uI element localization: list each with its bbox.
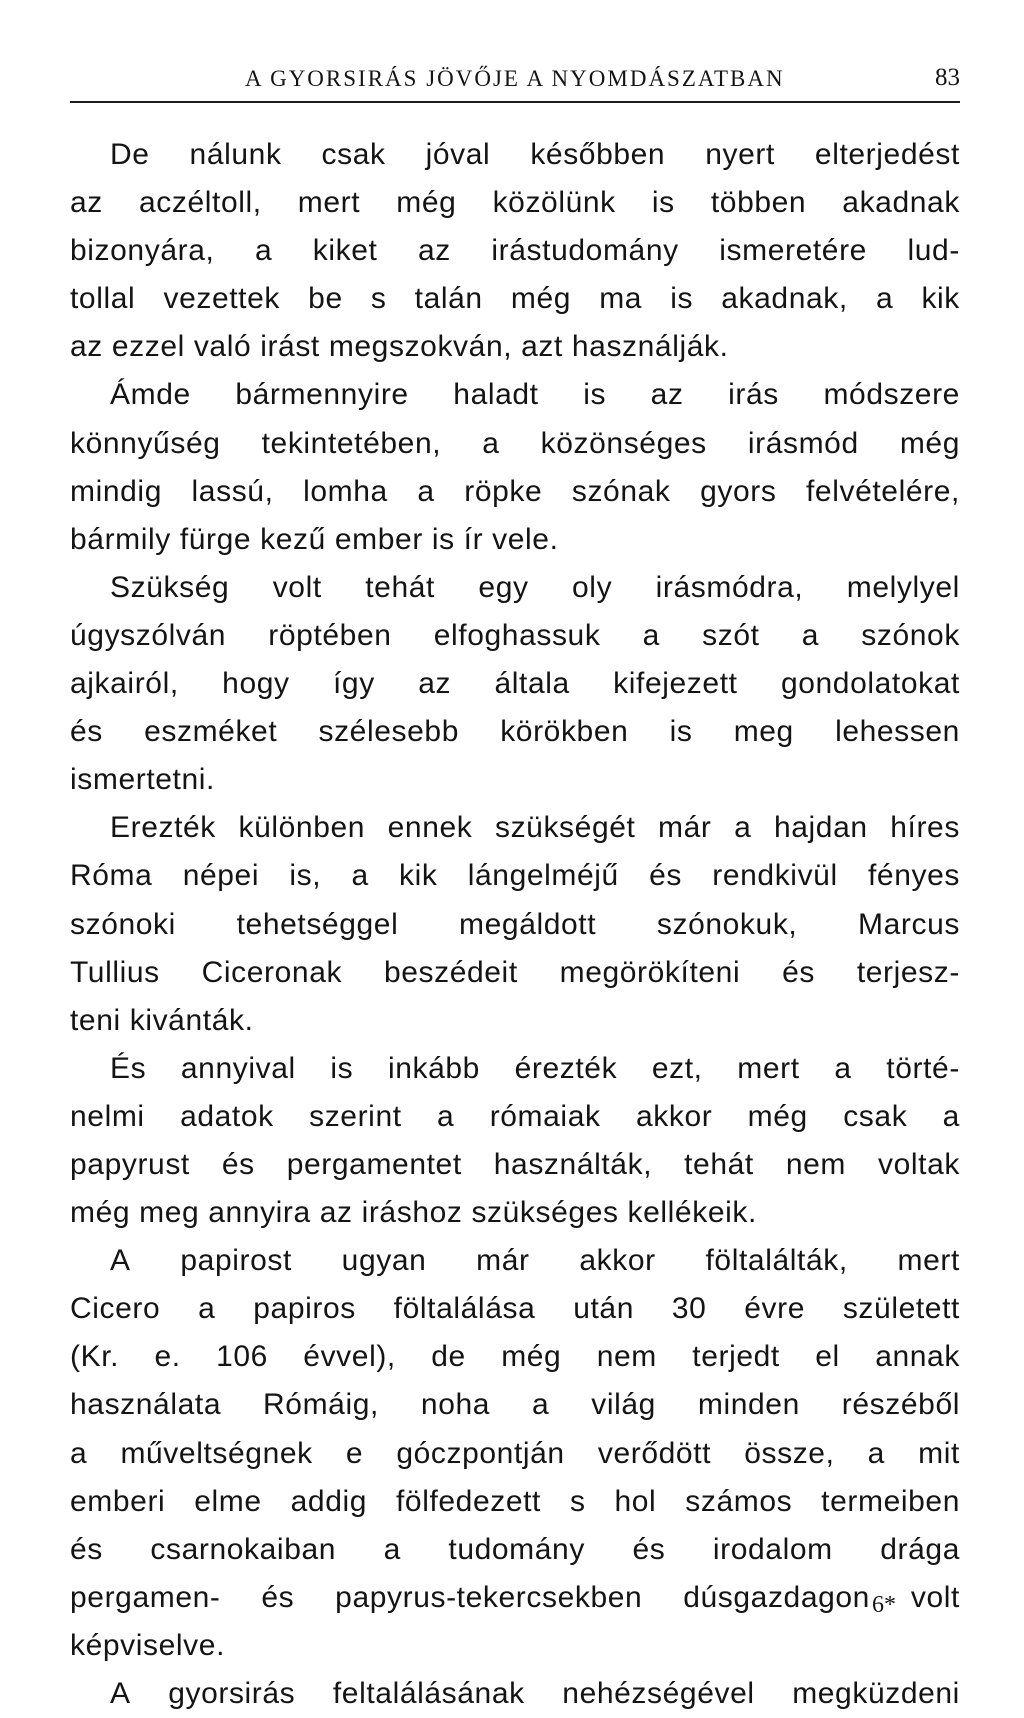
text-word: adatok [180, 1099, 274, 1133]
text-word: megáldott [459, 907, 597, 941]
text-word: az [418, 667, 452, 701]
header-rule [70, 101, 960, 103]
running-title: A GYORSIRÁS JÖVŐJE A NYOMDÁSZATBAN [245, 66, 785, 91]
text-word: még [70, 1196, 140, 1230]
text-line [70, 1574, 960, 1622]
text-word: és [70, 1532, 103, 1566]
text-word: de [431, 1340, 466, 1374]
text-word: akadnak [842, 186, 960, 220]
text-word: s [569, 1484, 586, 1518]
text-word: talán [414, 282, 483, 316]
text-word: az [70, 186, 103, 220]
text-word: dúsgazdagon [683, 1580, 870, 1614]
text-line [70, 468, 960, 516]
text-word: De [110, 138, 150, 171]
text-word: is [431, 522, 464, 556]
text-word: irás [728, 378, 779, 412]
text-word: tehetséggel [236, 907, 399, 941]
text-word: rómaiak [489, 1099, 601, 1133]
text-word: kifejezett [613, 667, 738, 701]
text-line [70, 949, 960, 997]
text-word: nem [596, 1340, 657, 1374]
text-line [70, 1237, 960, 1285]
text-word: ezzel [111, 330, 194, 364]
text-word: feltalálásának [332, 1677, 525, 1710]
text-word: lassú, [191, 474, 274, 508]
text-word: szerint [309, 1099, 402, 1133]
text-word: már [658, 811, 712, 845]
text-word: nem [785, 1147, 846, 1181]
text-word: lehessen [835, 715, 960, 749]
text-word: tudomány [448, 1532, 585, 1566]
text-word: a [417, 474, 435, 508]
text-line [70, 420, 960, 468]
text-word: a [254, 234, 273, 268]
text-word: a [867, 1436, 885, 1470]
text-word: törté- [886, 1051, 960, 1085]
text-word: Róma [70, 859, 153, 893]
text-word: még [396, 186, 457, 220]
text-word: papirost [180, 1244, 292, 1278]
text-word: is [330, 1051, 354, 1085]
text-word: és [261, 1580, 295, 1614]
text-word: Erezték [110, 811, 216, 845]
text-word: még [501, 1340, 562, 1374]
text-word: tekintetében, [261, 426, 442, 460]
text-word: hajdan [773, 811, 868, 845]
text-word: röptében [268, 618, 392, 652]
text-word: el [815, 1340, 840, 1374]
text-word: össze, [744, 1436, 835, 1470]
text-word: akkor [635, 1099, 713, 1133]
text-word: született [842, 1292, 960, 1326]
text-word: a [875, 282, 894, 316]
text-line [70, 660, 960, 708]
text-line [70, 227, 960, 275]
text-word: noha [420, 1388, 491, 1422]
text-word: A [110, 1244, 131, 1278]
text-word: szélesebb [318, 715, 459, 749]
text-line [70, 756, 960, 804]
text-word: az [650, 378, 684, 412]
text-word: A [110, 1677, 131, 1710]
text-word: bármennyire [235, 378, 409, 412]
text-word: mert [737, 1051, 800, 1085]
text-word: úgyszólván [70, 618, 227, 652]
text-word: ezt, [651, 1051, 703, 1085]
text-word: szónak [571, 474, 671, 508]
text-word: irásmódra, [655, 570, 804, 604]
text-word: szükségét [494, 811, 636, 845]
text-word: volt [910, 1580, 960, 1614]
running-head [70, 58, 960, 98]
text-word: után [573, 1292, 634, 1326]
text-word: és [649, 859, 682, 893]
text-word: többen [710, 186, 807, 220]
text-word: mit [918, 1436, 960, 1470]
text-word: voltak [877, 1147, 960, 1181]
text-word: ma [599, 282, 643, 316]
text-word: pergamentet [286, 1147, 462, 1181]
text-word: irodalom [712, 1532, 833, 1566]
text-word: ismeretére [719, 234, 867, 268]
text-word: 106 [216, 1340, 268, 1374]
text-word: volt [272, 570, 322, 604]
text-line [70, 1141, 960, 1189]
text-word: elterjedést [814, 138, 960, 171]
text-word: a [383, 1532, 401, 1566]
text-word: fölfedezett [395, 1484, 541, 1518]
text-word: verődött [597, 1436, 712, 1470]
text-word: kezű [260, 522, 335, 556]
text-word: irástudomány [491, 234, 679, 268]
text-word: használata [70, 1388, 222, 1422]
text-word: a [198, 1292, 216, 1326]
text-word: Tullius [70, 955, 160, 989]
text-word: annyival [180, 1051, 296, 1085]
text-word: Ámde [110, 378, 191, 412]
text-line [70, 1333, 960, 1381]
text-word: a [942, 1099, 960, 1133]
text-word: termeiben [821, 1484, 960, 1518]
text-word: gyorsirás [168, 1677, 296, 1710]
text-line [70, 1381, 960, 1429]
text-word: is [669, 715, 693, 749]
text-word: használták, [493, 1147, 653, 1181]
text-word: tollal [70, 282, 136, 316]
text-word: az [319, 1196, 362, 1230]
text-word: annyira [208, 1196, 320, 1230]
text-line [70, 1045, 960, 1093]
text-word: mindig [70, 474, 162, 508]
text-line [70, 708, 960, 756]
text-word: iráshoz [361, 1196, 472, 1230]
text-word: föltalálása [393, 1292, 536, 1326]
text-word: ennek [387, 811, 473, 845]
text-word: meg [139, 1196, 209, 1230]
text-word: módszere [823, 378, 960, 412]
text-word: szónok [861, 618, 960, 652]
text-word: tehát [684, 1147, 754, 1181]
text-word: És [110, 1051, 147, 1085]
text-word: nehézségével [562, 1677, 755, 1710]
text-word: elfoghassuk [433, 618, 601, 652]
text-word: azt [521, 330, 572, 364]
text-word: kiket [312, 234, 378, 268]
text-word: bármily [70, 522, 180, 556]
text-word: érezték [514, 1051, 618, 1085]
text-word: nálunk [189, 138, 282, 171]
text-word: ember [334, 522, 432, 556]
text-word: terjedt [692, 1340, 780, 1374]
text-line [70, 1622, 960, 1670]
text-word: a [437, 1099, 455, 1133]
text-word: eszméket [144, 715, 278, 749]
text-word: már [476, 1244, 530, 1278]
text-word: nelmi [70, 1099, 145, 1133]
text-word: az [70, 330, 112, 364]
text-word: papyrust [70, 1147, 190, 1181]
text-word: és [221, 1147, 255, 1181]
text-word: a [70, 1436, 88, 1470]
text-word: oly [572, 570, 613, 604]
text-word: csak [843, 1099, 908, 1133]
text-word: számos [685, 1484, 793, 1518]
text-word: az [418, 234, 451, 268]
text-word: közönséges [540, 426, 707, 460]
text-word: megszokván, [328, 330, 522, 364]
text-word: képviselve. [70, 1628, 226, 1662]
text-word: és [70, 715, 103, 749]
text-word: kik [399, 859, 438, 893]
text-word: a [531, 1388, 550, 1422]
text-word: is [583, 378, 607, 412]
text-word: évvel), [303, 1340, 396, 1374]
text-word: rendkivül [712, 859, 838, 893]
text-line [70, 564, 960, 612]
text-word: ír [463, 522, 493, 556]
text-word: melylyel [846, 570, 960, 604]
text-word: röpke [464, 474, 543, 508]
text-word: még [899, 426, 960, 460]
text-word: gyors [700, 474, 777, 508]
text-word: pergamen- [70, 1580, 221, 1614]
text-word: használják. [571, 330, 729, 364]
text-line [70, 612, 960, 660]
text-word: mert [297, 186, 361, 220]
text-word: és [632, 1532, 666, 1566]
text-word: akadnak, [721, 282, 848, 316]
text-word: szükséges [471, 1196, 628, 1230]
text-word: a [734, 811, 752, 845]
text-word: aczéltoll, [138, 186, 262, 220]
text-word: közölünk [492, 186, 616, 220]
text-word: a [351, 859, 369, 893]
signature-mark: 6* [872, 1592, 896, 1618]
text-line [70, 323, 960, 371]
text-word: való [193, 330, 261, 364]
text-word: évre [744, 1292, 805, 1326]
text-word: góczpontján [396, 1436, 565, 1470]
text-word: föltalálták, [705, 1244, 848, 1278]
text-line [70, 901, 960, 949]
text-word: részéből [841, 1388, 960, 1422]
text-line [70, 997, 960, 1045]
text-word: még [510, 282, 572, 316]
text-word: fényes [868, 859, 960, 893]
text-word: annak [875, 1340, 960, 1374]
text-word: tehát [365, 570, 435, 604]
text-word: 30 [671, 1292, 707, 1326]
text-line [70, 371, 960, 419]
text-word: papiros [253, 1292, 356, 1326]
text-word: akkor [579, 1244, 656, 1278]
text-word: Cicero [70, 1292, 161, 1326]
text-word: jóval [425, 138, 491, 171]
text-word: népei [182, 859, 260, 893]
body-text [70, 131, 960, 1718]
text-word: lud- [907, 234, 960, 268]
text-word: világ [591, 1388, 656, 1422]
text-word: Szükség [110, 570, 230, 604]
text-word: gondolatokat [780, 667, 960, 701]
text-line [70, 179, 960, 227]
text-word: megküzdeni [792, 1677, 960, 1710]
text-word: is [670, 282, 694, 316]
text-word: ajkairól, [70, 667, 179, 701]
text-line [70, 1285, 960, 1333]
text-word: későbben [530, 138, 666, 171]
text-word: vezettek [163, 282, 280, 316]
text-word: a [482, 426, 500, 460]
text-word: terjesz- [856, 955, 960, 989]
text-word: emberi [70, 1484, 166, 1518]
text-word: drága [880, 1532, 960, 1566]
text-word: általa [494, 667, 570, 701]
text-line [70, 1189, 960, 1237]
text-word: minden [697, 1388, 800, 1422]
text-word: a [642, 618, 660, 652]
text-word: Ciceronak [201, 955, 343, 989]
text-word: lángelméjű [467, 859, 619, 893]
text-line [70, 1526, 960, 1574]
text-word: vele. [492, 522, 559, 556]
text-word: ismertetni. [70, 763, 215, 797]
text-word: így [333, 667, 375, 701]
text-line [70, 275, 960, 323]
text-word: s [370, 282, 387, 316]
text-word: még [747, 1099, 808, 1133]
text-word: szónokuk, [656, 907, 798, 941]
text-word: fürge [179, 522, 261, 556]
text-word: beszédeit [383, 955, 518, 989]
text-word: megörökíteni [559, 955, 741, 989]
text-word: is [651, 186, 675, 220]
text-word: a [801, 618, 820, 652]
text-word: (Kr. [70, 1340, 120, 1374]
text-word: lomha [303, 474, 388, 508]
text-word: szót [702, 618, 760, 652]
text-word: inkább [387, 1051, 480, 1085]
text-word: e. [154, 1340, 181, 1374]
text-line [70, 1478, 960, 1526]
text-line [70, 1430, 960, 1478]
text-word: haladt [453, 378, 539, 412]
text-word: szónoki [70, 907, 176, 941]
text-word: csak [321, 138, 386, 171]
text-word: és [782, 955, 815, 989]
text-word: a [834, 1051, 852, 1085]
text-word: meg [733, 715, 794, 749]
text-word: kik [921, 282, 960, 316]
text-word: könnyűség [70, 426, 221, 460]
text-word: irást [260, 330, 329, 364]
text-word: mert [897, 1244, 960, 1278]
text-word: hogy [222, 667, 290, 701]
text-line [70, 1093, 960, 1141]
text-word: teni [70, 1003, 130, 1037]
text-word: különben [238, 811, 366, 845]
text-word: irásmód [747, 426, 859, 460]
text-word: csarnokaiban [150, 1532, 337, 1566]
text-line [70, 516, 960, 564]
text-word: be [308, 282, 343, 316]
text-word: felvételére, [805, 474, 960, 508]
text-word: bizonyára, [70, 234, 215, 268]
text-word: addig [290, 1484, 368, 1518]
text-word: e [345, 1436, 364, 1470]
text-word: hol [614, 1484, 657, 1518]
text-line [70, 1670, 960, 1718]
text-word: elme [194, 1484, 262, 1518]
text-word: nyert [705, 138, 775, 171]
text-word: híres [890, 811, 960, 845]
page-number: 83 [935, 64, 960, 91]
text-line [70, 804, 960, 852]
text-word: kivánták. [129, 1003, 254, 1037]
text-word: is, [289, 859, 322, 893]
text-line [70, 852, 960, 900]
text-word: ugyan [341, 1244, 427, 1278]
text-word: Rómáig, [263, 1388, 379, 1422]
text-line [70, 131, 960, 179]
text-word: körökben [500, 715, 629, 749]
text-word: egy [478, 570, 529, 604]
text-word: kellékeik. [627, 1196, 757, 1230]
text-word: műveltségnek [120, 1436, 313, 1470]
text-word: Marcus [858, 907, 960, 941]
text-word: papyrus-tekercsekben [335, 1580, 643, 1614]
